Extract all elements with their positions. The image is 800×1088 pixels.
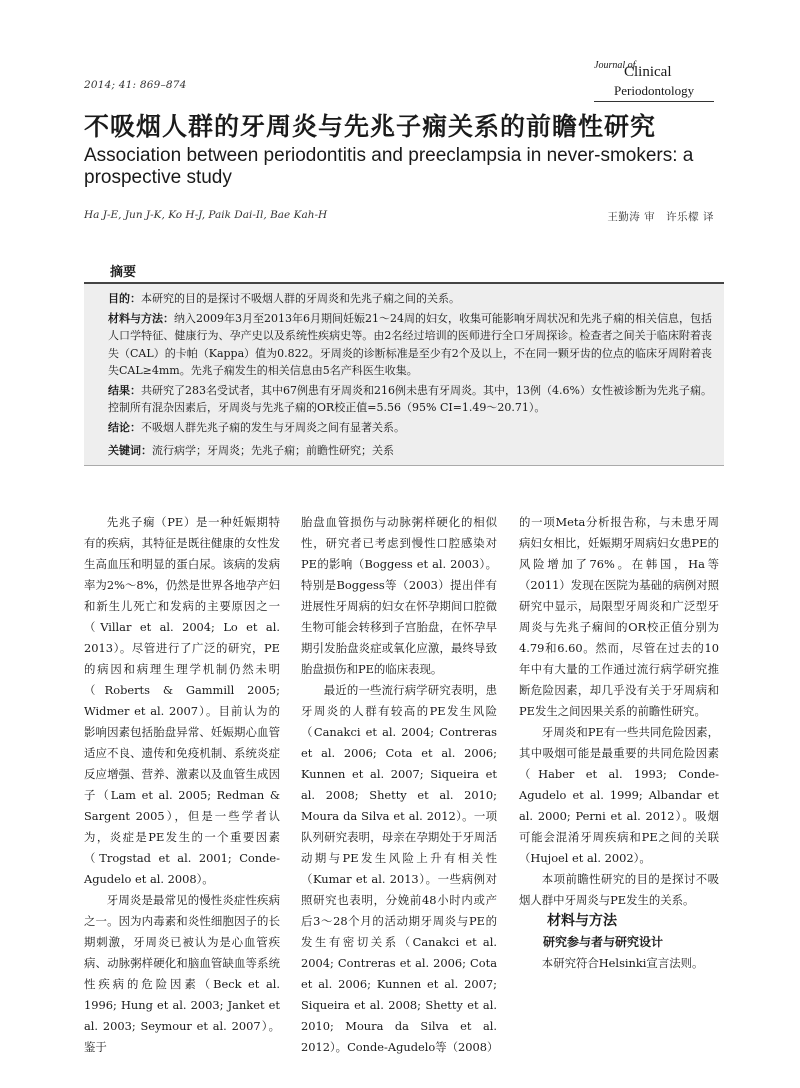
abstract-methods-text: 纳入2009年3月至2013年6月期间妊娠21～24周的妇女，收集可能影响牙周状况和先兆子痫的相关信息，包括人口学特征、健康行为、孕产史以及系统性疾病史等。由2名经过培训的医师进行全口牙周探诊。检查者之间关于临床附着丧失（CAL）的卡帕（Kappa）值为0.822。牙周炎的诊断标准是至少有2个及以上，不在同一颗牙齿的位点的临床牙周附着丧失CAL≥4mm。先兆子痫发生的相关信息由5名产科医生收集。: [108, 311, 713, 377]
title-english: Association between periodontitis and preeclampsia in never-smokers: a prospective study: [84, 145, 694, 188]
section-heading: 材料与方法: [547, 913, 617, 929]
body-column-3: [519, 512, 719, 974]
abstract-results-text: 共研究了283名受试者，其中67例患有牙周炎和216例未患有牙周炎。其中，13例（4.6%）女性被诊断为先兆子痫。控制所有混杂因素后，牙周炎与先兆子痫的OR校正值=5.56（95% CI=1.49～20.71）。: [108, 383, 713, 414]
abstract-keywords-text: 流行病学；牙周炎；先兆子痫；前瞻性研究；关系: [152, 444, 394, 457]
body-paragraph: 本研究符合Helsinki宣言法则。: [541, 956, 704, 970]
abstract-objective-label: 目的：: [108, 292, 141, 305]
journal-logo-line3: Periodontology: [614, 83, 695, 98]
journal-logo-line1: Journal of: [594, 60, 636, 71]
body-paragraph: 最近的一些流行病学研究表明，患牙周炎的人群有较高的PE发生风险（Canakci et al. 2004; Contreras et al. 2006; Cota et al. 2006; Kunnen et al. 2007; Siqueira et al. 2008; Shetty et al. 2010; Moura da Silva et al. 2012）。一项队列研究表明，母亲在孕期处于牙周活动期与PE发生风险上升有相关性（Kumar et al. 2013）。一些病例对照研究也表明，分娩前48小时内或产后3～28个月的活动期牙周炎与PE的发生有密切关系（Canakci et al. 2004; Contreras et al. 2006; Cota et al. 2006; Kunnen et al. 2007; Siqueira et al. 2008; Shetty et al. 2010; Moura da Silva et al. 2012）。Conde-Agudelo等（2008）: [301, 683, 499, 1054]
abstract-objective: [108, 290, 712, 308]
abstract-conclusion-text: 不吸烟人群先兆子痫的发生与牙周炎之间有显著关系。: [141, 420, 405, 434]
abstract-heading: 摘要: [110, 265, 137, 280]
translators: 王勤涛 审 许乐檬 译: [607, 211, 714, 223]
abstract-box: [84, 282, 724, 466]
journal-logo: [594, 60, 714, 104]
citation: 2014; 41: 869–874: [84, 79, 187, 91]
body-paragraph: 牙周炎是最常见的慢性炎症性疾病之一。因为内毒素和炎性细胞因子的长期刺激，牙周炎已被认为是心血管疾病、动脉粥样硬化和脑血管缺血等系统性疾病的危险因素（Beck et al. 1996; Hung et al. 2003; Janket et al. 2003; Seymour et al. 2007）。鉴于: [84, 893, 280, 1054]
abstract-results-label: 结果：: [108, 383, 142, 397]
abstract-methods: [108, 310, 712, 380]
journal-logo-rule: [594, 101, 714, 102]
abstract-methods-label: 材料与方法：: [108, 311, 175, 325]
abstract-results: [108, 382, 712, 417]
journal-logo-line2: Clinical: [624, 64, 672, 80]
body-column-2: [301, 512, 497, 1058]
abstract-conclusion: [108, 419, 712, 437]
subsection-heading: 研究参与者与研究设计: [543, 935, 664, 949]
body-column-1: [84, 512, 280, 1058]
authors: Ha J-E, Jun J-K, Ko H-J, Paik Dai-Il, Bae Kah-H: [84, 209, 328, 221]
abstract-objective-text: 本研究的目的是探讨不吸烟人群的牙周炎和先兆子痫之间的关系。: [141, 292, 460, 305]
body-paragraph: 胎盘血管损伤与动脉粥样硬化的相似性，研究者已考虑到慢性口腔感染对PE的影响（Boggess et al. 2003）。特别是Boggess等（2003）提出伴有进展性牙周病的妇女在怀孕期间口腔微生物可能会转移到子宫胎盘，在怀孕早期引发胎盘炎症或氧化应激，最终导致胎盘损伤和PE的临床表现。: [301, 515, 497, 676]
title-chinese: 不吸烟人群的牙周炎与先兆子痫关系的前瞻性研究: [84, 112, 657, 141]
abstract-keywords: [108, 442, 712, 460]
body-paragraph: 先兆子痫（PE）是一种妊娠期特有的疾病，其特征是既往健康的女性发生高血压和明显的蛋白尿。该病的发病率为2%～8%，仍然是世界各地孕产妇和新生儿死亡和发病的主要原因之一（Villar et al. 2004; Lo et al. 2013）。尽管进行了广泛的研究，PE的病因和病理生理学机制仍然未明（Roberts & Gammill 2005; Widmer et al. 2007）。目前认为的影响因素包括胎盘异常、妊娠期心血管适应不良、遗传和免疫机制、系统炎症反应增强、营养、激素以及血管生成因子（Lam et al. 2005; Redman & Sargent 2005），但是一些学者认为，炎症是PE发生的一个重要因素（Trogstad et al. 2001; Conde-Agudelo et al. 2008）。: [84, 515, 280, 886]
body-paragraph: 本项前瞻性研究的目的是探讨不吸烟人群中牙周炎与PE发生的关系。: [519, 872, 719, 907]
abstract-keywords-label: 关键词：: [108, 444, 152, 457]
body-paragraph: 牙周炎和PE有一些共同危险因素，其中吸烟可能是最重要的共同危险因素（Haber et al. 1993; Conde-Agudelo et al. 1999; Albandar et al. 2000; Perni et al. 2012）。吸烟可能会混淆牙周疾病和PE之间的关联（Hujoel et al. 2002）。: [519, 725, 719, 865]
body-paragraph: 的一项Meta分析报告称，与未患牙周病妇女相比，妊娠期牙周病妇女患PE的风险增加了76%。在韩国，Ha等（2011）发现在医院为基础的病例对照研究中显示，局限型牙周炎和广泛型牙周炎与先兆子痫间的OR校正值分别为4.79和6.60。然而，尽管在过去的10年中有大量的工作通过流行病学研究推断危险因素，却几乎没有关于牙周病和PE发生之间因果关系的前瞻性研究。: [519, 515, 719, 718]
abstract-conclusion-label: 结论：: [108, 420, 141, 434]
